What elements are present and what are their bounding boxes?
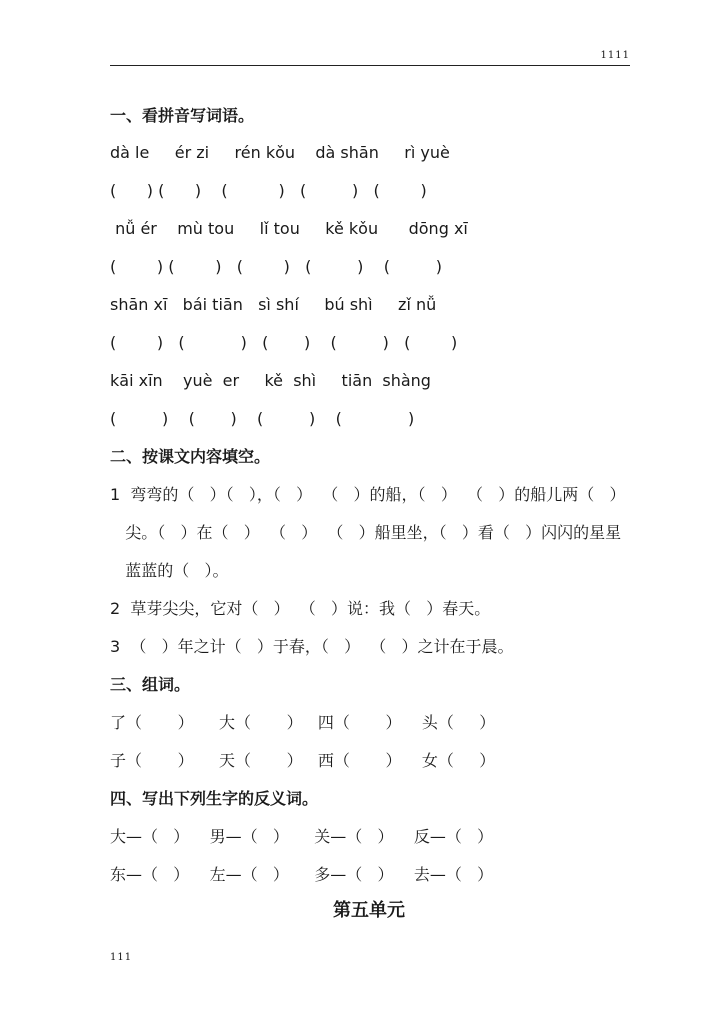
- fill-line: 3 （ ）年之计（ ）于春，（ ） （ ）之计在于晨。: [110, 637, 514, 656]
- pinyin-line: shān xī bái tiān sì shí bú shì zǐ nǚ: [110, 295, 437, 314]
- section-3-title: 三、组词。: [110, 675, 191, 694]
- fill-line: 1 弯弯的（ ）（ ），（ ） （ ）的船，（ ） （ ）的船儿两（ ）: [110, 485, 626, 504]
- section-1-title: 一、看拼音写词语。: [110, 106, 255, 125]
- antonym-line: 东—（ ） 左—（ ） 多—（ ） 去—（ ）: [110, 865, 494, 884]
- pinyin-line: dà le ér zi rén kǒu dà shān rì yuè: [110, 143, 450, 162]
- footer-page-number: 111: [110, 952, 133, 963]
- fill-line: 2 草芽尖尖，它对（ ） （ ）说：我（ ）春天。: [110, 599, 491, 618]
- blank-line: ( ) ( ) ( ) ( ) ( ): [110, 257, 442, 276]
- blank-line: ( ) ( ) ( ) ( ): [110, 409, 415, 428]
- fill-line: 蓝蓝的（ ）。: [110, 561, 229, 580]
- header-rule: [110, 65, 630, 66]
- pinyin-line: nǚ ér mù tou lǐ tou kě kǒu dōng xī: [110, 219, 468, 238]
- section-4-title: 四、写出下列生字的反义词。: [110, 789, 319, 808]
- unit-title: 第五单元: [333, 900, 405, 921]
- word-group-line: 了（ ） 大（ ） 四（ ） 头（ ）: [110, 713, 496, 732]
- fill-line: 尖。（ ）在（ ） （ ） （ ）船里坐，（ ）看（ ）闪闪的星星: [110, 523, 622, 542]
- word-group-line: 子（ ） 天（ ） 西（ ） 女（ ）: [110, 751, 496, 770]
- header-page-number: 1111: [600, 50, 630, 61]
- pinyin-line: kāi xīn yuè er kě shì tiān shàng: [110, 371, 431, 390]
- antonym-line: 大—（ ） 男—（ ） 关—（ ） 反—（ ）: [110, 827, 494, 846]
- blank-line: ( ) ( ) ( ) ( ) ( ): [110, 181, 427, 200]
- blank-line: ( ) ( ) ( ) ( ) ( ): [110, 333, 458, 352]
- section-2-title: 二、按课文内容填空。: [110, 447, 271, 466]
